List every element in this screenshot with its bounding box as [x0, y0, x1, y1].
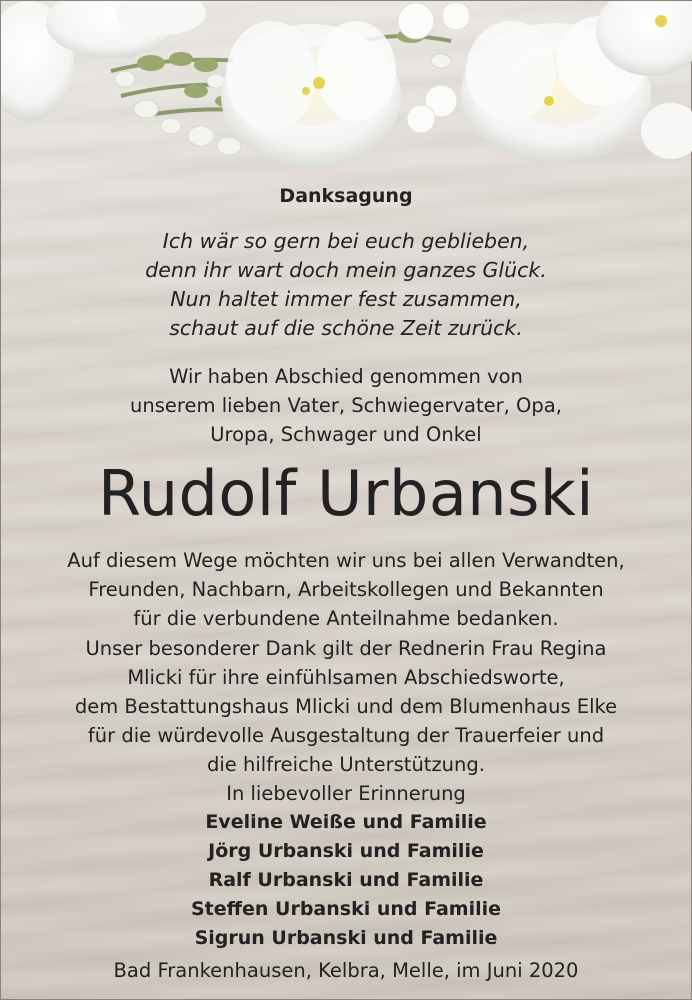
intro-line: unserem lieben Vater, Schwiegervater, Opa, — [130, 394, 562, 417]
white-flowers-image — [1, 1, 692, 176]
thanks-line: für die verbundene Anteilnahme bedanken. — [133, 607, 559, 631]
thanks-line: für die würdevolle Ausgestaltung der Trauerfeier und — [87, 724, 605, 748]
family-item: Jörg Urbanski und Familie — [208, 840, 484, 862]
thanks-line: Freunden, Nachbarn, Arbeitskollegen und Bekannten — [88, 578, 604, 602]
family-item: Eveline Weiße und Familie — [205, 811, 487, 833]
in-memory-line: In liebevoller Erinnerung — [226, 782, 466, 805]
poem-line: Nun haltet immer fest zusammen, — [170, 287, 522, 311]
family-item: Steffen Urbanski und Familie — [190, 898, 502, 920]
family-item: Ralf Urbanski und Familie — [208, 869, 484, 891]
thanks-line: Auf diesem Wege möchten wir uns bei allen Verwandten, — [67, 549, 625, 572]
intro-line: Wir haben Abschied genommen von — [169, 365, 523, 388]
place-date: Bad Frankenhausen, Kelbra, Melle, im Juni 2020 — [113, 959, 579, 982]
poem-line: Ich wär so gern bei euch geblieben, — [162, 229, 530, 253]
thanks-line: dem Bestattungshaus Mlicki und dem Blumenhaus Elke — [74, 695, 618, 719]
deceased-name: Rudolf Urbanski — [97, 457, 595, 530]
thanks-text — [1, 546, 691, 780]
intro-text — [1, 362, 691, 449]
thanks-line: Mlicki für ihre einfühlsamen Abschiedsworte, — [127, 665, 565, 689]
family-item: Sigrun Urbanski und Familie — [194, 927, 498, 949]
thanks-line: die hilfreiche Unterstützung. — [207, 753, 485, 777]
intro-line: Uropa, Schwager und Onkel — [210, 423, 482, 446]
family-list — [1, 808, 691, 953]
poem-line: schaut auf die schöne Zeit zurück. — [169, 316, 523, 340]
thanks-line: Unser besonderer Dank gilt der Rednerin Frau Regina — [85, 636, 607, 660]
poem — [1, 227, 691, 343]
heading-danksagung: Danksagung — [279, 185, 413, 207]
poem-line: denn ihr wart doch mein ganzes Glück. — [145, 258, 547, 282]
